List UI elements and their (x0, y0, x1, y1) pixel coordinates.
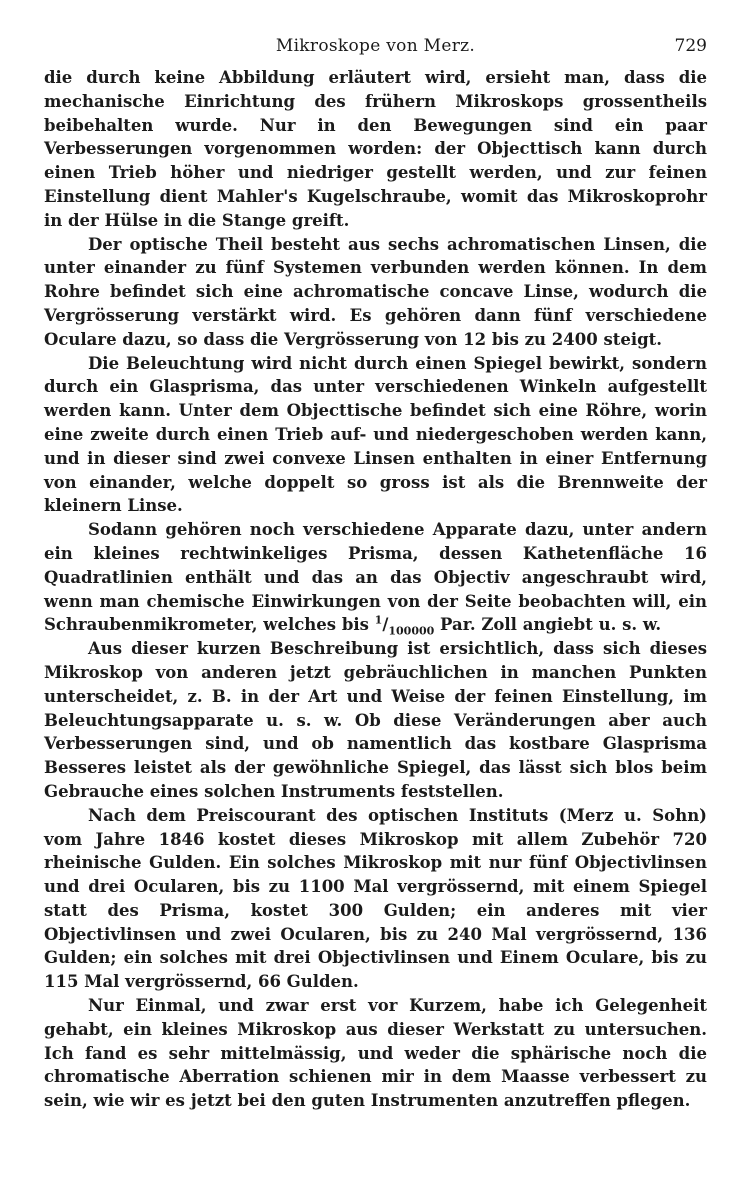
paragraph-text: Par. Zoll angiebt u. s. w. (434, 615, 662, 635)
page-header (44, 30, 707, 66)
page-number: 729 (674, 36, 707, 56)
paragraph: die durch keine Abbildung erläutert wird, ersieht man, dass die mechanische Einrichtung des frühern Mikroskops grossentheils beibehalten wurde. Nur in den Bewegungen sind ein paar Verbesserungen vorgenommen worden: der Objecttisch kann durch einen Trieb höher und niedriger gestellt werden, und zur feinen Einstellung dient Mahler's Kugelschraube, womit das Mikroskoprohr in der Hülse in die Stange greift. (44, 68, 707, 230)
paragraph (44, 518, 707, 637)
body-text (44, 66, 707, 1113)
paragraph: Nach dem Preiscourant des optischen Instituts (Merz u. Sohn) vom Jahre 1846 kostet dieses Mikroskop mit allem Zubehör 720 rheinische Gulden. Ein solches Mikroskop mit nur fünf Objectivlinsen und drei Ocularen, bis zu 1100 Mal vergrössernd, mit einem Spiegel statt des Prisma, kostet 300 Gulden; ein anderes mit vier Objectivlinsen und zwei Ocularen, bis zu 240 Mal vergrössernd, 136 Gulden; ein solches mit drei Objectivlinsen und Einem Oculare, bis zu 115 Mal vergrössernd, 66 Gulden. (44, 805, 707, 992)
paragraph: Aus dieser kurzen Beschreibung ist ersichtlich, dass sich dieses Mikroskop von anderen jetzt gebräuchlichen in manchen Punkten unterscheidet, z. B. in der Art und Weise der feinen Einstellung, im Beleuchtungsapparate u. s. w. Ob diese Veränderungen aber auch Verbesserungen sind, und ob namentlich das kostbare Glasprisma Besseres leistet als der gewöhnliche Spiegel, das lässt sich blos beim Gebrauche eines solchen Instruments feststellen. (44, 639, 707, 801)
fraction-numerator: 1 (374, 613, 383, 627)
fraction-denominator: 100000 (388, 624, 435, 638)
paragraph: Nur Einmal, und zwar erst vor Kurzem, habe ich Gelegenheit gehabt, ein kleines Mikroskop aus dieser Werkstatt zu untersuchen. Ich fand es sehr mittelmässig, und weder die sphärische noch die chromatische Aberration schienen mir in dem Maasse verbessert zu sein, wie wir es jetzt bei den guten Instrumenten anzutreffen pflegen. (44, 996, 707, 1111)
paragraph-text: Sodann gehören noch verschiedene Apparate dazu, unter andern ein kleines rechtwinkeliges Prisma, dessen Kathetenfläche 16 Quadratlinien enthält und das an das Objectiv angeschraubt wird, wenn man chemische Einwirkungen von der Seite beobachten will, ein Schraubenmikrometer, welches bis (44, 520, 707, 635)
fraction: $^1/_{100000}$ (374, 613, 435, 638)
running-head: Mikroskope von Merz. (275, 36, 476, 56)
paragraph: Der optische Theil besteht aus sechs achromatischen Linsen, die unter einander zu fünf Systemen verbunden werden können. In dem Rohre befindet sich eine achromatische concave Linse, wodurch die Vergrösserung verstärkt wird. Es gehören dann fünf verschiedene Oculare dazu, so dass die Vergrösserung von 12 bis zu 2400 steigt. (44, 234, 707, 349)
paragraph: Die Beleuchtung wird nicht durch einen Spiegel bewirkt, sondern durch ein Glasprisma, das unter verschiedenen Winkeln aufgestellt werden kann. Unter dem Objecttische befindet sich eine Röhre, worin eine zweite durch einen Trieb auf- und niedergeschoben werden kann, und in dieser sind zwei convexe Linsen enthalten in einer Entfernung von einander, welche doppelt so gross ist als die Brennweite der kleinern Linse. (44, 353, 707, 516)
book-page (44, 30, 707, 1113)
